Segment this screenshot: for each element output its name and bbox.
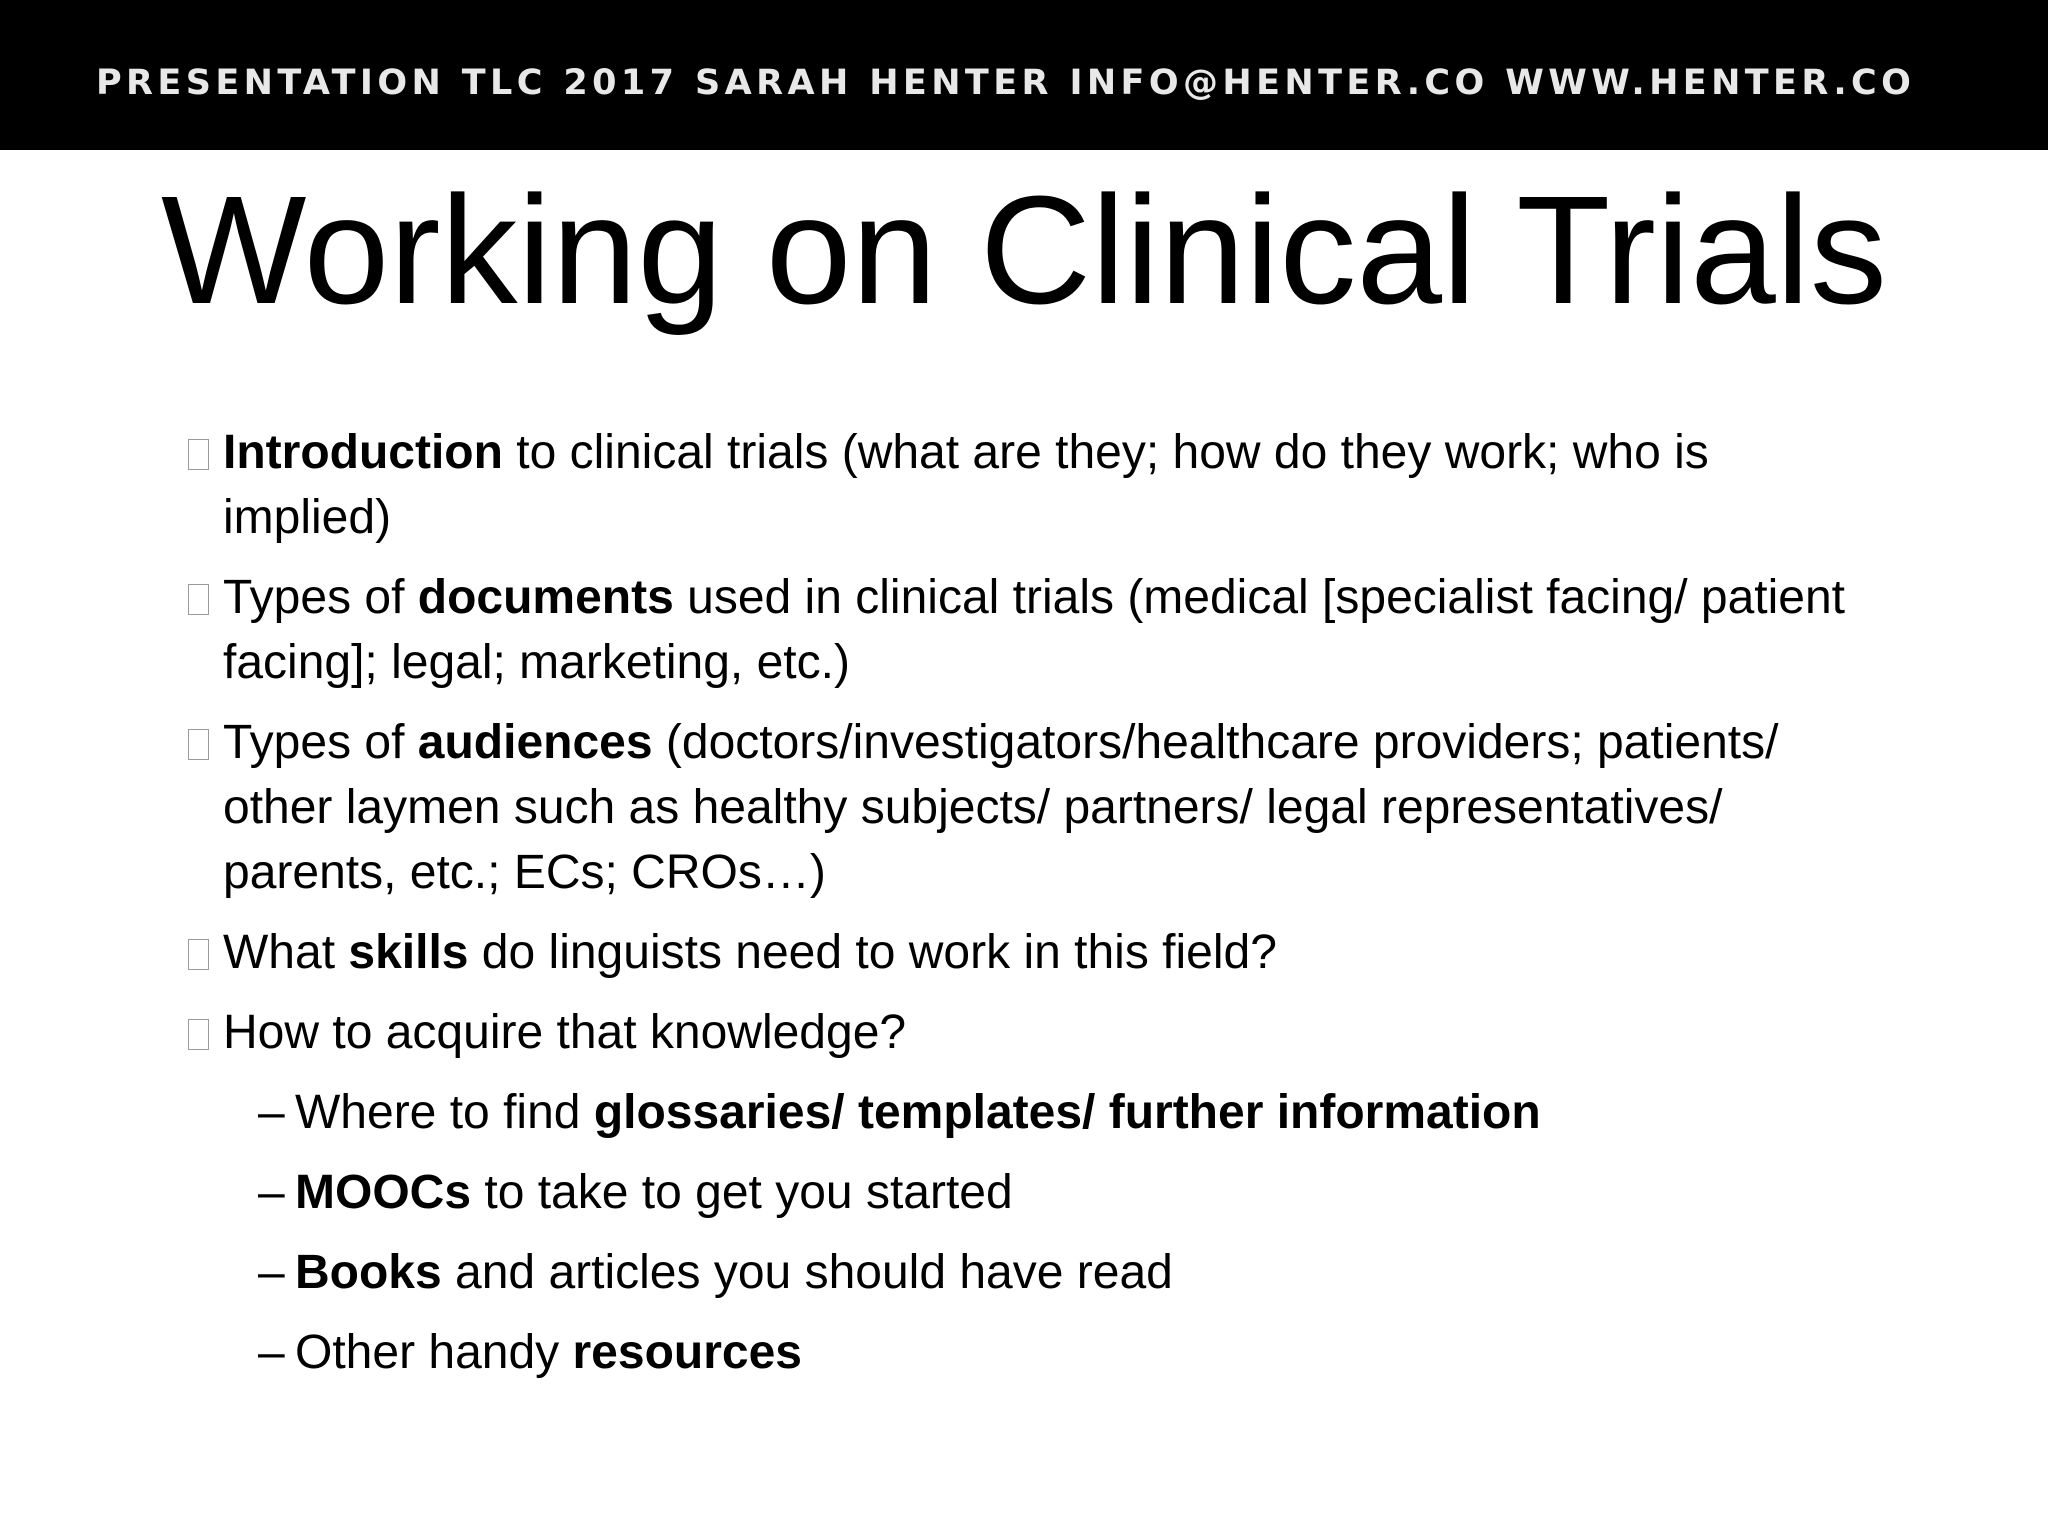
bullet-bold-text: skills	[348, 926, 469, 979]
bullet-bold-text: audiences	[417, 716, 653, 769]
sub-bullet-glossaries	[188, 1080, 1888, 1145]
dash-icon: –	[258, 1166, 285, 1219]
sub-bullet-moocs	[188, 1160, 1888, 1225]
slide-title: Working on Clinical Trials	[161, 164, 1887, 336]
bullet-text: Types of	[223, 716, 418, 769]
bullet-text: used in clinical trials (medical [specialist facing/ patient facing]; legal; marketing, etc.)	[223, 571, 1845, 689]
dash-icon: –	[258, 1246, 285, 1299]
bullet-audiences	[188, 710, 1888, 905]
dash-icon: –	[258, 1326, 285, 1379]
bullet-bold-text: documents	[417, 571, 674, 624]
header-bar	[0, 0, 2048, 150]
bullet-documents	[188, 565, 1888, 695]
bullet-introduction	[188, 420, 1888, 550]
sub-bullet-bold-text: Books	[295, 1246, 442, 1299]
bullet-text: do linguists need to work in this field?	[468, 926, 1277, 979]
bullet-box-icon	[188, 439, 209, 470]
sub-bullet-bold-text: resources	[572, 1326, 802, 1379]
header-text: PRESENTATION TLC 2017 SARAH HENTER INFO@HENTER.CO WWW.HENTER.CO	[96, 63, 1916, 103]
sub-bullet-text: and articles you should have read	[441, 1246, 1173, 1299]
bullet-text: (doctors/investigators/healthcare providers; patients/ other laymen such as healthy subjects/ partners/ legal representatives/ parents, etc.; ECs; CROs…)	[223, 716, 1779, 899]
dash-icon: –	[258, 1086, 285, 1139]
sub-bullet-resources	[188, 1320, 1888, 1385]
sub-bullet-bold-text: glossaries/ templates/ further information	[593, 1086, 1541, 1139]
bullet-bold-text: Introduction	[223, 426, 503, 479]
sub-bullet-text: Where to find	[295, 1086, 594, 1139]
bullet-box-icon	[188, 729, 209, 760]
bullet-skills	[188, 920, 1888, 985]
bullet-text: How to acquire that knowledge?	[223, 1006, 907, 1059]
sub-bullet-text: Other handy	[295, 1326, 573, 1379]
bullet-text: Types of	[223, 571, 418, 624]
sub-bullet-text: to take to get you started	[471, 1166, 1013, 1219]
bullet-box-icon	[188, 584, 209, 615]
bullet-acquire-knowledge	[188, 1000, 1888, 1065]
sub-bullet-bold-text: MOOCs	[295, 1166, 472, 1219]
bullet-text: What	[223, 926, 349, 979]
bullet-box-icon	[188, 939, 209, 970]
bullet-box-icon	[188, 1019, 209, 1050]
sub-bullet-books	[188, 1240, 1888, 1305]
bullet-text: to clinical trials (what are they; how do they work; who is implied)	[223, 426, 1709, 544]
bullet-list	[188, 420, 1888, 1400]
